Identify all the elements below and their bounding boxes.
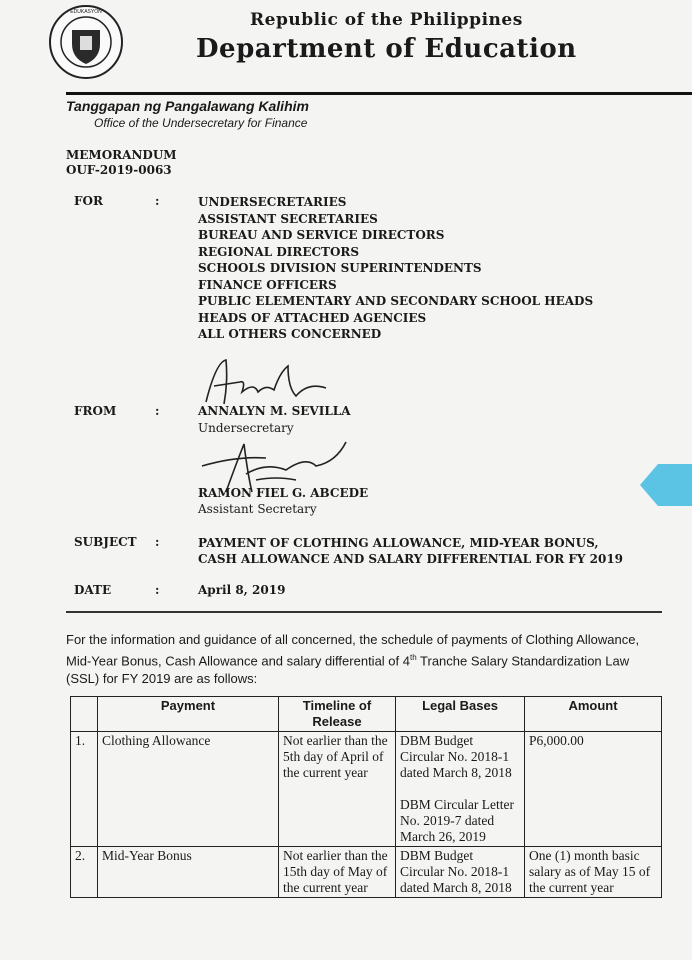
legal-basis-2: DBM Circular Letter No. 2019-7 dated March 26, 2019 (400, 797, 514, 844)
recipient-item: PUBLIC ELEMENTARY AND SECONDARY SCHOOL HEADS (198, 294, 594, 308)
recipient-item: REGIONAL DIRECTORS (198, 244, 360, 259)
intro-part-2: Tranche Salary Standardization Law (SSL) for FY 2019 are as follows: (66, 653, 630, 687)
republic-heading: Republic of the Philippines (250, 10, 523, 30)
intro-sup: th (409, 653, 417, 662)
row-number: 2. (71, 847, 98, 898)
subject-line-1: PAYMENT OF CLOTHING ALLOWANCE, MID-YEAR BONUS, (198, 536, 599, 550)
recipient-item: UNDERSECRETARIES (198, 195, 347, 209)
row-amount: One (1) month basic salary as of May 15 of the current year (525, 847, 662, 898)
subject-text (198, 535, 623, 567)
subject-line-2: CASH ALLOWANCE AND SALARY DIFFERENTIAL FOR FY 2019 (198, 552, 624, 566)
from-name-1: ANNALYN M. SEVILLA (198, 404, 351, 418)
payment-schedule-table (70, 696, 662, 898)
recipient-list (198, 194, 593, 343)
intro-part-1: For the information and guidance of all concerned, the schedule of payments of Clothing Allowance, Mid-Year Bonus, Cash Allowance and salary differential of 4 (66, 632, 640, 669)
svg-text:EDUKASYON: EDUKASYON (70, 9, 102, 15)
row-amount: P6,000.00 (525, 732, 662, 847)
row-legal-bases: DBM Budget Circular No. 2018-1 dated March 8, 2018 (396, 847, 525, 898)
table-row (71, 732, 662, 847)
recipient-item: ALL OTHERS CONCERNED (198, 327, 382, 341)
subject-colon: : (155, 535, 160, 549)
department-heading: Department of Education (196, 34, 577, 64)
row-timeline: Not earlier than the 15th day of May of the current year (279, 847, 396, 898)
body-divider (66, 611, 662, 613)
row-number: 1. (71, 732, 98, 847)
row-legal-bases (396, 732, 525, 847)
legal-basis-1: DBM Budget Circular No. 2018-1 dated March 8, 2018 (400, 733, 512, 780)
subject-label: SUBJECT (74, 535, 137, 549)
date-value: April 8, 2019 (198, 583, 286, 597)
from-title-1: Undersecretary (198, 421, 294, 435)
office-english: Office of the Undersecretary for Finance (94, 116, 308, 130)
table-header-payment: Payment (98, 697, 279, 732)
recipient-item: SCHOOLS DIVISION SUPERINTENDENTS (198, 261, 482, 275)
date-colon: : (155, 583, 160, 597)
from-colon: : (155, 404, 160, 418)
for-colon: : (155, 194, 160, 208)
table-row (71, 847, 662, 898)
page-tab-marker (640, 462, 692, 508)
recipient-item: BUREAU AND SERVICE DIRECTORS (198, 228, 445, 242)
row-timeline: Not earlier than the 5th day of April of the current year (279, 732, 396, 847)
table-header-amount: Amount (525, 697, 662, 732)
recipient-item: HEADS OF ATTACHED AGENCIES (198, 310, 427, 325)
table-header-row (71, 697, 662, 732)
row-payment: Mid-Year Bonus (98, 847, 279, 898)
recipient-item: FINANCE OFFICERS (198, 277, 337, 292)
date-label: DATE (74, 583, 112, 597)
table-header-timeline: Timeline of Release (279, 697, 396, 732)
table-header-num (71, 697, 98, 732)
from-title-2: Assistant Secretary (198, 502, 317, 516)
row-payment: Clothing Allowance (98, 732, 279, 847)
signature-sevilla (196, 352, 346, 412)
recipient-item: ASSISTANT SECRETARIES (198, 211, 378, 226)
header-divider (66, 92, 692, 95)
intro-paragraph (66, 631, 662, 688)
from-label: FROM (74, 404, 117, 418)
for-label: FOR (74, 194, 103, 208)
memo-number: OUF-2019-0063 (66, 163, 172, 177)
memo-heading (66, 148, 177, 178)
deped-seal-icon (36, 4, 132, 80)
table-header-legal: Legal Bases (396, 697, 525, 732)
office-tagalog: Tanggapan ng Pangalawang Kalihim (66, 98, 309, 114)
from-name-2: RAMON FIEL G. ABCEDE (198, 486, 369, 500)
memo-type: MEMORANDUM (66, 148, 177, 162)
